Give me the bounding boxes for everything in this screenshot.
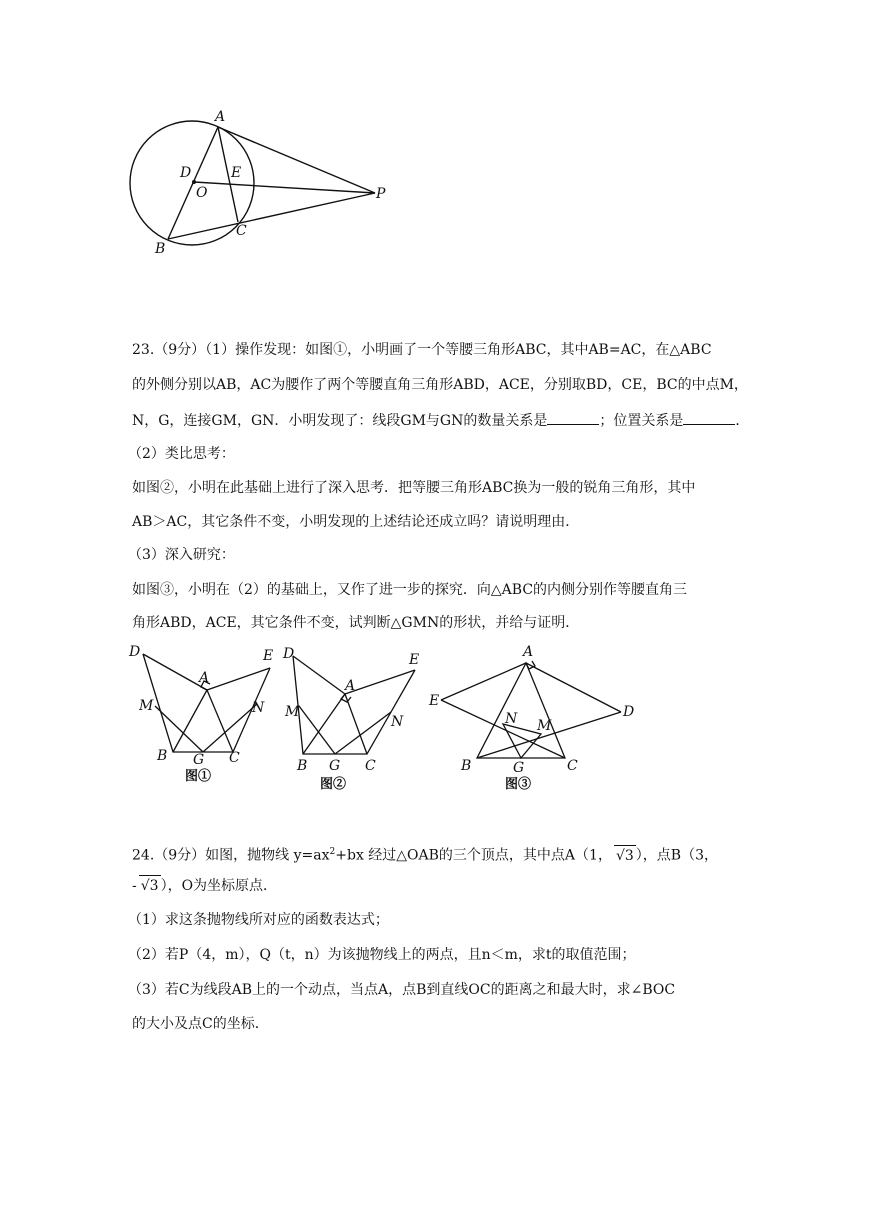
sqrt-symbol: √3 bbox=[139, 875, 161, 896]
q24-line1-a: 24.（9分）如图，抛物线 y=ax bbox=[132, 847, 330, 864]
q24-line1-c: ），点B（3， bbox=[635, 847, 718, 864]
center-dot bbox=[192, 180, 196, 184]
q24-part1: （1）求这条抛物线所对应的函数表达式； bbox=[128, 912, 389, 928]
fig3-label-n: N bbox=[505, 711, 518, 727]
fig2-caption: 图② bbox=[320, 777, 347, 792]
q24-line2 bbox=[132, 875, 277, 896]
q24-line2-sqrt: 3 bbox=[149, 878, 159, 894]
figure-3 bbox=[425, 640, 650, 800]
q23-part2-line2: AB＞AC，其它条件不变，小明发现的上述结论还成立吗？请说明理由． bbox=[132, 514, 580, 530]
fig1-label-n: N bbox=[252, 700, 265, 716]
circle-figure bbox=[120, 105, 400, 265]
fig1-label-a: A bbox=[199, 670, 210, 686]
sqrt-symbol: √3 bbox=[614, 845, 636, 866]
fig3-label-m: M bbox=[537, 718, 552, 734]
q23-part3-line2: 角形ABD，ACE，其它条件不变，试判断△GMN的形状，并给与证明． bbox=[132, 615, 580, 631]
q23-part2-line1: 如图②，小明在此基础上进行了深入思考．把等腰三角形ABC换为一般的锐角三角形，其中 bbox=[132, 480, 696, 496]
q23-part2-title: （2）类比思考： bbox=[128, 446, 235, 462]
fig2-label-b: B bbox=[297, 758, 308, 774]
q24-line2-a: - bbox=[132, 878, 137, 894]
fig1-label-m: M bbox=[139, 698, 154, 714]
fig3-label-b: B bbox=[461, 758, 472, 774]
q23-part3-line1: 如图③，小明在（2）的基础上，又作了进一步的探究．向△ABC的内侧分别作等腰直角三 bbox=[132, 582, 688, 598]
fig1-caption: 图① bbox=[185, 769, 212, 784]
fig2-label-c: C bbox=[365, 758, 376, 774]
q24-exponent: 2 bbox=[329, 847, 336, 857]
fig1-label-d: D bbox=[129, 644, 141, 660]
fig2-label-e: E bbox=[409, 652, 420, 668]
answer-blank-quantity[interactable] bbox=[547, 410, 599, 425]
answer-blank-position[interactable] bbox=[683, 410, 735, 425]
fig3-caption: 图③ bbox=[505, 777, 532, 792]
label-o: O bbox=[196, 185, 208, 201]
fig2-label-a: A bbox=[345, 678, 356, 694]
q24-line1-sqrt: 3 bbox=[624, 847, 634, 864]
fig3-label-c: C bbox=[567, 758, 578, 774]
fig2-label-n: N bbox=[391, 714, 404, 730]
fig3-label-g: G bbox=[513, 760, 525, 776]
q23-line3-b: ；位置关系是 bbox=[599, 413, 684, 429]
figure-2 bbox=[275, 640, 435, 805]
q23-part3-title: （3）深入研究： bbox=[128, 547, 235, 563]
q23-line3-a: N，G，连接GM，GN．小明发现了：线段GM与GN的数量关系是 bbox=[132, 413, 548, 429]
fig3-label-e: E bbox=[429, 693, 440, 709]
segment-ap bbox=[218, 127, 375, 193]
fig2-label-m: M bbox=[285, 704, 300, 720]
fig2-label-d: D bbox=[283, 646, 295, 662]
fig1-label-c: C bbox=[229, 750, 240, 766]
label-e: E bbox=[231, 165, 242, 181]
q23-line1: 23.（9分）（1）操作发现：如图①，小明画了一个等腰三角形ABC，其中AB=AC，在△ABC bbox=[132, 342, 712, 358]
q23-line3-c: ． bbox=[735, 413, 750, 429]
segment-dp bbox=[194, 182, 375, 193]
label-d: D bbox=[180, 165, 192, 181]
q24-line1-b: +bx 经过△OAB的三个顶点，其中点A（1， bbox=[335, 847, 612, 864]
fig1-label-e: E bbox=[263, 648, 274, 664]
q24-part3-line2: 的大小及点C的坐标． bbox=[132, 1016, 269, 1032]
q24-part2: （2）若P（4，m），Q（t，n）为该抛物线上的两点，且n＜m，求t的取值范围； bbox=[128, 947, 636, 963]
q24-line1 bbox=[132, 842, 718, 866]
fig3-label-a: A bbox=[523, 644, 534, 660]
fig1-label-b: B bbox=[157, 748, 168, 764]
q24-part3-line1: （3）若C为线段AB上的一个动点，当点A，点B到直线OC的距离之和最大时，求∠BOC bbox=[128, 982, 676, 998]
label-p: P bbox=[376, 186, 386, 202]
figure-1 bbox=[125, 640, 285, 800]
fig1-label-g: G bbox=[193, 752, 205, 768]
fig3-label-d: D bbox=[623, 704, 635, 720]
label-a: A bbox=[215, 109, 226, 125]
label-b: B bbox=[155, 241, 166, 257]
q24-line2-b: ），O为坐标原点． bbox=[160, 878, 278, 894]
label-c: C bbox=[236, 223, 247, 239]
fig2-label-g: G bbox=[329, 758, 341, 774]
q23-line3 bbox=[132, 410, 749, 431]
q23-line2: 的外侧分别以AB，AC为腰作了两个等腰直角三角形ABD，ACE，分别取BD，CE，BC的中点M， bbox=[132, 377, 748, 393]
